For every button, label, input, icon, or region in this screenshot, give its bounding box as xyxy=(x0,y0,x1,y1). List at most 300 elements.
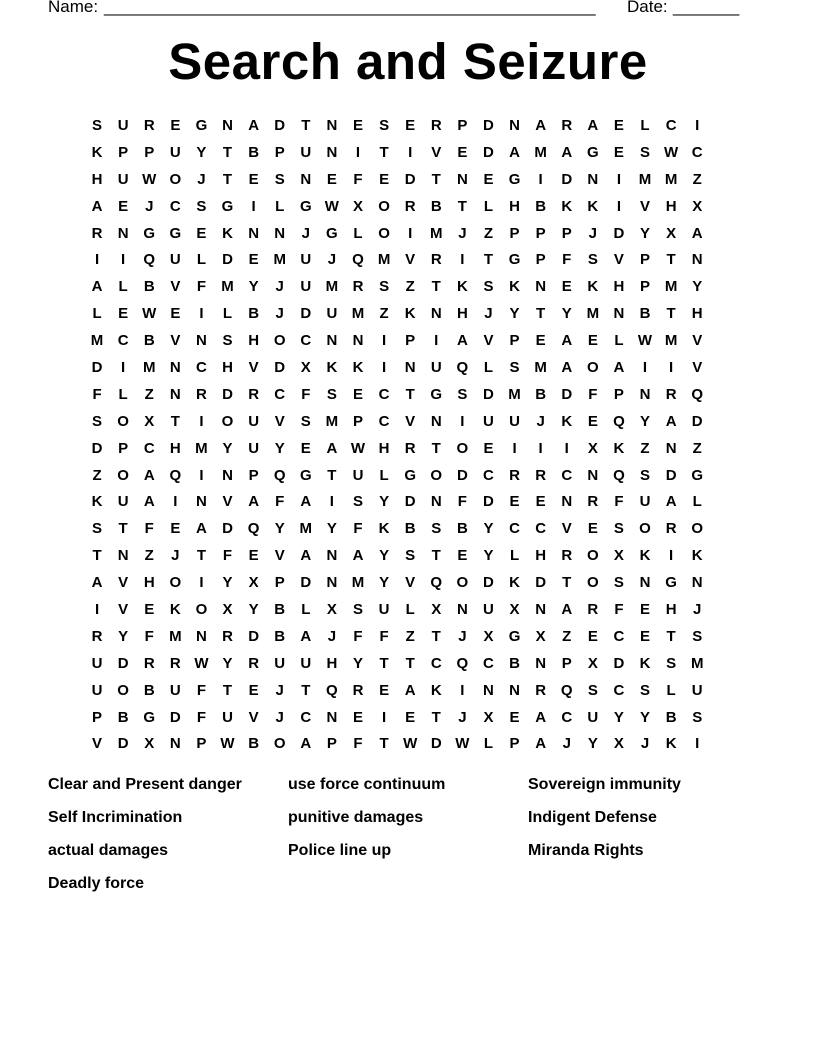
grid-letter: I xyxy=(94,251,100,269)
grid-letter: Y xyxy=(692,278,703,296)
grid-letter: E xyxy=(170,305,181,323)
name-field[interactable]: ____________________________________________________ xyxy=(104,0,596,16)
grid-letter: B xyxy=(117,708,129,726)
grid-letter: E xyxy=(535,493,546,511)
grid-letter: P xyxy=(326,735,337,753)
grid-letter: I xyxy=(408,224,413,242)
grid-letter: V xyxy=(692,359,703,377)
grid-letter: U xyxy=(430,359,442,377)
grid-letter: A xyxy=(456,332,468,350)
grid-letter: H xyxy=(326,654,338,672)
grid-letter: T xyxy=(483,251,494,269)
grid-letter: D xyxy=(91,439,103,457)
grid-letter: Y xyxy=(222,439,233,457)
grid-letter: P xyxy=(248,466,259,484)
grid-letter: H xyxy=(665,197,677,215)
grid-letter: K xyxy=(352,359,364,377)
grid-letter: U xyxy=(691,681,703,699)
grid-letter: T xyxy=(562,574,572,592)
grid-letter: D xyxy=(404,170,416,188)
grid-letter: Z xyxy=(144,385,154,403)
grid-letter: P xyxy=(118,439,129,457)
grid-letter: N xyxy=(326,143,338,161)
grid-letter: T xyxy=(431,278,441,296)
grid-letter: S xyxy=(92,412,103,430)
grid-letter: V xyxy=(405,412,416,430)
grid-letter: U xyxy=(483,601,494,619)
grid-letter: Y xyxy=(483,547,494,565)
grid-letter: J xyxy=(458,627,467,645)
grid-letter: N xyxy=(169,385,181,403)
grid-letter: G xyxy=(299,197,312,215)
grid-letter: C xyxy=(691,143,703,161)
grid-letter: C xyxy=(274,385,286,403)
page-title: Search and Seizure xyxy=(168,33,648,90)
grid-letter: G xyxy=(586,143,599,161)
word-list-item: Indigent Defense xyxy=(528,809,657,826)
grid-letter: I xyxy=(669,547,674,565)
grid-letter: X xyxy=(692,197,703,215)
grid-letter: U xyxy=(222,708,233,726)
grid-letter: L xyxy=(640,117,650,134)
grid-letter: D xyxy=(274,359,286,377)
grid-letter: R xyxy=(535,466,547,484)
grid-letter: I xyxy=(434,332,439,350)
grid-letter: J xyxy=(275,278,284,296)
grid-letter: S xyxy=(326,385,337,403)
grid-letter: R xyxy=(587,601,599,619)
grid-letter: W xyxy=(194,654,209,672)
grid-letter: Y xyxy=(274,520,285,538)
grid-letter: J xyxy=(275,681,284,699)
grid-letter: M xyxy=(273,251,286,269)
grid-letter: X xyxy=(144,735,155,753)
grid-letter: J xyxy=(484,305,493,323)
grid-letter: T xyxy=(301,117,311,134)
grid-letter: I xyxy=(642,359,648,377)
grid-letter: D xyxy=(613,654,625,672)
grid-letter: N xyxy=(117,224,129,242)
word-list xyxy=(48,776,768,916)
grid-letter: X xyxy=(144,412,155,430)
grid-letter: N xyxy=(274,224,286,242)
grid-letter: K xyxy=(378,520,390,538)
grid-letter: B xyxy=(404,520,416,538)
grid-letter: R xyxy=(587,493,599,511)
grid-letter: T xyxy=(301,681,311,699)
grid-letter: P xyxy=(640,251,651,269)
grid-letter: Q xyxy=(560,681,573,699)
grid-letter: T xyxy=(666,305,676,323)
grid-letter: J xyxy=(536,412,545,430)
grid-letter: P xyxy=(509,735,520,753)
grid-letter: E xyxy=(457,547,468,565)
grid-letter: N xyxy=(535,654,547,672)
grid-letter: P xyxy=(509,332,520,350)
grid-letter: O xyxy=(691,520,704,538)
grid-letter: K xyxy=(509,574,520,592)
grid-letter: D xyxy=(222,251,233,269)
grid-letter: S xyxy=(379,278,390,296)
grid-letter: S xyxy=(405,547,416,565)
grid-letter: G xyxy=(195,117,208,134)
grid-letter: X xyxy=(509,601,520,619)
grid-letter: E xyxy=(587,332,598,350)
grid-letter: R xyxy=(665,385,677,403)
grid-letter: Q xyxy=(169,466,182,484)
grid-letter: E xyxy=(405,117,416,134)
grid-letter: X xyxy=(483,708,494,726)
grid-letter: B xyxy=(509,654,520,672)
grid-letter: C xyxy=(196,359,207,377)
grid-letter: X xyxy=(666,224,677,242)
grid-letter: E xyxy=(118,305,129,323)
grid-letter: T xyxy=(222,143,233,161)
grid-letter: O xyxy=(639,520,651,538)
grid-letter: C xyxy=(483,466,494,484)
grid-letter: F xyxy=(614,493,624,511)
grid-letter: N xyxy=(587,170,599,188)
grid-letter: E xyxy=(144,601,155,619)
grid-letter: I xyxy=(381,359,387,377)
grid-letter: Y xyxy=(248,601,259,619)
grid-letter: Y xyxy=(613,708,624,726)
grid-letter: P xyxy=(561,224,572,242)
grid-letter: P xyxy=(535,224,546,242)
grid-letter: R xyxy=(196,385,207,403)
grid-letter: K xyxy=(91,493,103,511)
grid-letter: P xyxy=(535,251,546,269)
grid-letter: N xyxy=(326,117,338,134)
grid-letter: S xyxy=(587,681,598,699)
grid-letter: W xyxy=(403,735,418,753)
grid-letter: K xyxy=(561,412,573,430)
grid-letter: I xyxy=(381,332,387,350)
grid-letter: S xyxy=(431,520,442,538)
grid-letter: W xyxy=(142,170,157,188)
grid-letter: I xyxy=(512,439,517,457)
grid-letter: E xyxy=(118,197,129,215)
grid-letter: T xyxy=(222,170,233,188)
grid-letter: I xyxy=(460,681,465,699)
grid-letter: K xyxy=(587,278,599,296)
grid-letter: L xyxy=(196,251,206,269)
grid-letter: G xyxy=(430,385,443,403)
grid-letter: B xyxy=(430,197,442,215)
grid-letter: Q xyxy=(456,359,469,377)
grid-letter: J xyxy=(301,224,310,242)
grid-letter: K xyxy=(169,601,181,619)
grid-letter: O xyxy=(586,574,599,592)
grid-letter: X xyxy=(248,574,259,592)
grid-letter: O xyxy=(456,574,469,592)
grid-letter: L xyxy=(118,385,128,403)
grid-letter: M xyxy=(325,278,339,296)
grid-letter: U xyxy=(91,681,103,699)
grid-letter: V xyxy=(692,332,703,350)
grid-letter: Y xyxy=(118,627,129,645)
grid-letter: L xyxy=(405,601,415,619)
grid-letter: R xyxy=(91,627,103,645)
grid-letter: N xyxy=(326,332,338,350)
grid-letter: N xyxy=(352,332,364,350)
grid-letter: R xyxy=(248,654,260,672)
grid-letter: C xyxy=(430,654,442,672)
grid-letter: H xyxy=(456,305,468,323)
grid-letter: C xyxy=(665,117,677,134)
grid-letter: N xyxy=(196,627,207,645)
grid-letter: H xyxy=(143,574,155,592)
grid-letter: F xyxy=(196,708,206,726)
grid-letter: K xyxy=(222,224,233,242)
grid-letter: E xyxy=(379,170,390,188)
grid-letter: L xyxy=(275,197,285,215)
grid-letter: U xyxy=(274,654,286,672)
grid-letter: M xyxy=(377,251,391,269)
grid-letter: H xyxy=(613,278,625,296)
grid-letter: U xyxy=(91,654,103,672)
grid-letter: M xyxy=(169,627,182,645)
grid-letter: D xyxy=(483,385,494,403)
grid-letter: A xyxy=(561,601,573,619)
grid-letter: T xyxy=(118,520,128,538)
grid-letter: M xyxy=(638,170,652,188)
grid-letter: Q xyxy=(456,654,469,672)
grid-letter: O xyxy=(586,359,599,377)
grid-letter: V xyxy=(222,493,233,511)
grid-letter: Q xyxy=(613,412,625,430)
grid-letter: A xyxy=(665,412,677,430)
grid-letter: F xyxy=(144,520,154,538)
grid-letter: M xyxy=(90,332,104,350)
grid-letter: C xyxy=(483,654,494,672)
grid-letter: T xyxy=(431,547,441,565)
grid-letter: R xyxy=(352,278,364,296)
grid-letter: A xyxy=(691,224,703,242)
grid-letter: Y xyxy=(587,735,598,753)
grid-letter: Y xyxy=(379,547,390,565)
grid-letter: F xyxy=(379,627,389,645)
grid-letter: A xyxy=(326,439,338,457)
grid-letter: Y xyxy=(248,278,259,296)
grid-letter: T xyxy=(196,547,206,565)
grid-letter: Q xyxy=(143,251,156,269)
grid-letter: D xyxy=(274,117,286,134)
grid-letter: A xyxy=(535,117,547,134)
grid-letter: C xyxy=(378,385,390,403)
letter-grid xyxy=(84,113,710,758)
grid-letter: O xyxy=(221,412,234,430)
grid-letter: Z xyxy=(483,224,494,242)
grid-letter: L xyxy=(222,305,233,323)
grid-letter: A xyxy=(300,627,312,645)
grid-letter: T xyxy=(431,708,441,726)
grid-letter: H xyxy=(222,359,233,377)
grid-letter: J xyxy=(640,735,650,753)
grid-letter: M xyxy=(195,439,208,457)
grid-letter: U xyxy=(248,439,260,457)
grid-letter: A xyxy=(143,466,155,484)
grid-letter: A xyxy=(248,493,260,511)
grid-letter: R xyxy=(222,627,233,645)
grid-letter: I xyxy=(564,439,569,457)
grid-letter: J xyxy=(327,627,337,645)
grid-letter: X xyxy=(222,601,233,619)
grid-letter: C xyxy=(300,708,312,726)
grid-letter: J xyxy=(458,708,467,726)
grid-letter: E xyxy=(300,439,311,457)
grid-letter: X xyxy=(431,601,442,619)
grid-letter: B xyxy=(274,601,286,619)
grid-letter: T xyxy=(92,547,102,565)
grid-letter: B xyxy=(456,520,468,538)
grid-letter: R xyxy=(561,547,573,565)
grid-letter: G xyxy=(326,224,338,242)
grid-letter: Q xyxy=(352,251,364,269)
grid-letter: A xyxy=(91,197,103,215)
grid-letter: I xyxy=(121,251,126,269)
grid-letter: T xyxy=(405,385,415,403)
word-list-item: punitive damages xyxy=(288,809,424,826)
grid-letter: E xyxy=(352,117,363,134)
grid-letter: V xyxy=(405,574,416,592)
grid-letter: I xyxy=(94,601,100,619)
grid-letter: N xyxy=(691,251,703,269)
grid-letter: T xyxy=(431,627,441,645)
grid-letter: Q xyxy=(273,466,286,484)
grid-letter: D xyxy=(456,466,468,484)
grid-letter: E xyxy=(352,385,363,403)
grid-letter: S xyxy=(640,143,651,161)
grid-letter: N xyxy=(639,385,651,403)
grid-letter: Y xyxy=(640,412,651,430)
grid-letter: A xyxy=(300,493,312,511)
grid-letter: H xyxy=(378,439,390,457)
grid-letter: Z xyxy=(405,627,415,645)
grid-letter: B xyxy=(535,385,547,403)
grid-letter: O xyxy=(378,197,390,215)
grid-letter: L xyxy=(118,278,128,296)
grid-letter: F xyxy=(457,493,467,511)
grid-letter: I xyxy=(695,117,700,134)
grid-letter: S xyxy=(457,385,468,403)
grid-letter: M xyxy=(534,359,547,377)
grid-letter: K xyxy=(613,439,625,457)
grid-letter: D xyxy=(691,412,703,430)
grid-letter: C xyxy=(300,332,312,350)
grid-letter: V xyxy=(561,520,572,538)
grid-letter: Y xyxy=(222,574,233,592)
grid-letter: K xyxy=(326,359,338,377)
grid-letter: F xyxy=(275,493,285,511)
grid-letter: H xyxy=(691,305,703,323)
grid-letter: J xyxy=(693,601,702,619)
grid-letter: V xyxy=(170,332,181,350)
grid-letter: N xyxy=(326,574,338,592)
grid-letter: P xyxy=(274,574,285,592)
grid-letter: P xyxy=(405,332,416,350)
grid-letter: M xyxy=(664,332,678,350)
grid-letter: A xyxy=(300,547,312,565)
grid-letter: D xyxy=(222,520,233,538)
grid-letter: G xyxy=(143,708,156,726)
grid-letter: D xyxy=(483,143,494,161)
date-field[interactable]: _______ xyxy=(673,0,740,16)
grid-letter: A xyxy=(561,143,573,161)
grid-letter: K xyxy=(430,681,442,699)
grid-letter: O xyxy=(456,439,469,457)
grid-letter: G xyxy=(143,224,156,242)
grid-letter: E xyxy=(509,708,520,726)
grid-letter: L xyxy=(353,224,363,242)
grid-letter: U xyxy=(300,654,312,672)
grid-letter: E xyxy=(640,601,651,619)
grid-letter: N xyxy=(456,601,468,619)
grid-letter: F xyxy=(353,735,363,753)
grid-letter: C xyxy=(378,412,390,430)
grid-letter: N xyxy=(117,547,129,565)
grid-letter: N xyxy=(483,681,494,699)
grid-letter: N xyxy=(535,278,547,296)
grid-letter: H xyxy=(169,439,181,457)
grid-letter: N xyxy=(456,170,468,188)
grid-letter: A xyxy=(535,735,547,753)
grid-letter: I xyxy=(199,466,204,484)
grid-letter: L xyxy=(666,681,676,699)
grid-letter: H xyxy=(248,332,260,350)
grid-letter: L xyxy=(483,197,494,215)
grid-letter: Z xyxy=(692,170,702,188)
grid-letter: T xyxy=(666,627,676,645)
grid-letter: X xyxy=(613,547,624,565)
grid-letter: U xyxy=(483,412,494,430)
grid-letter: C xyxy=(509,520,520,538)
grid-letter: S xyxy=(300,412,311,430)
grid-letter: A xyxy=(300,735,312,753)
grid-letter: K xyxy=(665,735,677,753)
grid-letter: T xyxy=(431,439,441,457)
grid-letter: N xyxy=(326,708,338,726)
grid-letter: Y xyxy=(483,520,494,538)
grid-letter: U xyxy=(300,143,312,161)
grid-letter: F xyxy=(196,681,206,699)
grid-letter: D xyxy=(222,385,233,403)
grid-letter: S xyxy=(587,251,598,269)
grid-letter: M xyxy=(221,278,234,296)
grid-letter: V xyxy=(118,574,129,592)
grid-letter: Z xyxy=(92,466,102,484)
grid-letter: M xyxy=(508,385,521,403)
grid-letter: C xyxy=(561,708,573,726)
grid-letter: T xyxy=(379,143,389,161)
grid-letter: P xyxy=(274,143,285,161)
word-list-item: actual damages xyxy=(48,842,169,859)
grid-letter: T xyxy=(379,654,389,672)
grid-letter: T xyxy=(405,654,415,672)
grid-letter: E xyxy=(535,332,546,350)
grid-letter: A xyxy=(561,332,573,350)
grid-letter: J xyxy=(171,547,180,565)
grid-letter: K xyxy=(509,278,520,296)
grid-letter: Y xyxy=(274,439,285,457)
grid-letter: Q xyxy=(691,385,704,403)
grid-letter: Z xyxy=(640,439,650,457)
grid-letter: I xyxy=(251,197,256,215)
grid-letter: Y xyxy=(640,708,651,726)
grid-letter: K xyxy=(587,197,599,215)
grid-letter: S xyxy=(692,708,703,726)
grid-letter: I xyxy=(199,412,204,430)
